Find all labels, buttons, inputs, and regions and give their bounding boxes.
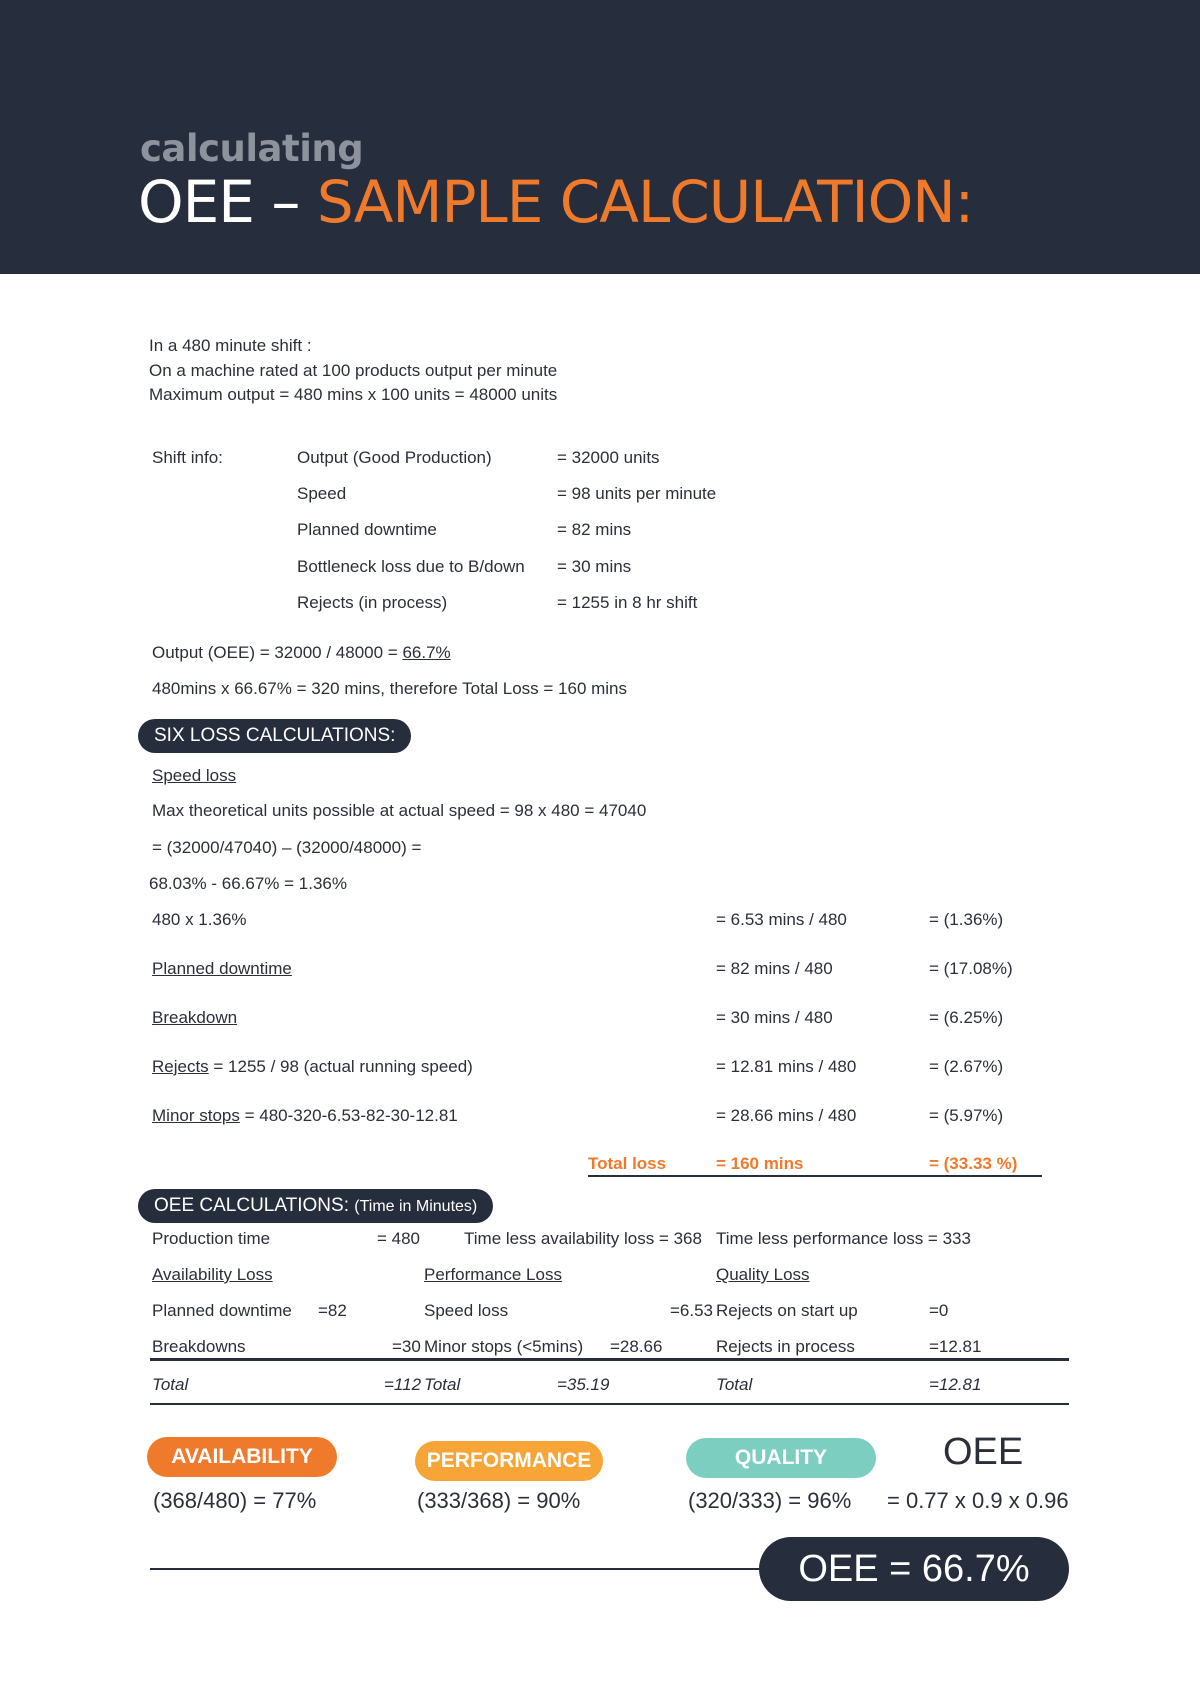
availability-row-value: =30 [392, 1337, 421, 1356]
loss-row-mins: = 12.81 mins / 480 [716, 1057, 857, 1076]
performance-value: (333/368) = 90% [417, 1488, 581, 1513]
quality-row-value: =12.81 [929, 1337, 982, 1356]
shift-row-name: Bottleneck loss due to B/down [297, 557, 525, 576]
output-oee-result: 66.7% [402, 643, 451, 662]
shift-row-value: = 82 mins [557, 520, 632, 539]
performance-badge: PERFORMANCE [415, 1441, 603, 1481]
intro-line-2: On a machine rated at 100 products output per minute [149, 361, 558, 380]
shift-row-name: Speed [297, 484, 347, 503]
loss-row-label-underlined: Breakdown [152, 1008, 238, 1027]
availability-loss-title: Availability Loss [152, 1265, 273, 1284]
time-less-performance: Time less performance loss = 333 [716, 1229, 971, 1248]
loss-row-label-rest: = 1255 / 98 (actual running speed) [208, 1057, 473, 1076]
shift-row-name: Rejects (in process) [297, 593, 448, 612]
shift-row-value: = 1255 in 8 hr shift [557, 593, 698, 612]
total-loss-rule [588, 1175, 1042, 1177]
page-title [138, 168, 973, 236]
loss-row-label [152, 1008, 237, 1028]
oee-formula: = 0.77 x 0.9 x 0.96 [887, 1488, 1069, 1513]
loss-row-pct: = (17.08%) [929, 959, 1013, 978]
quality-row-name: Rejects on start up [716, 1301, 858, 1320]
oee-final-result: OEE = 66.7% [759, 1537, 1069, 1601]
availability-value: (368/480) = 77% [153, 1488, 317, 1513]
loss-row-pct: = (2.67%) [929, 1057, 1004, 1076]
oee-calc-heading-text: OEE CALCULATIONS: [154, 1195, 349, 1216]
performance-total-value: =35.19 [557, 1375, 610, 1394]
totals-rule-bottom [150, 1403, 1069, 1405]
loss-row-label-underlined: Minor stops [152, 1106, 240, 1125]
intro-line-1: In a 480 minute shift : [149, 336, 312, 355]
total-loss-pct: = (33.33 %) [929, 1154, 1018, 1173]
header-banner [0, 0, 1200, 274]
shift-row-value: = 32000 units [557, 448, 660, 467]
performance-total-label: Total [424, 1375, 461, 1394]
quality-total-value: =12.81 [929, 1375, 982, 1394]
title-oee: OEE – [138, 168, 317, 236]
loss-row-label-rest: = 480-320-6.53-82-30-12.81 [239, 1106, 458, 1125]
quality-row-name: Rejects in process [716, 1337, 855, 1356]
availability-badge: AVAILABILITY [147, 1437, 337, 1477]
oee-result-label: OEE [943, 1431, 1024, 1473]
quality-loss-title: Quality Loss [716, 1265, 810, 1284]
shift-row-name: Output (Good Production) [297, 448, 492, 467]
time-less-availability: Time less availability loss = 368 [464, 1229, 702, 1248]
header-kicker: calculating [140, 127, 364, 170]
performance-row-name: Speed loss [424, 1301, 509, 1320]
output-oee-line [152, 643, 451, 663]
final-rule [150, 1568, 770, 1570]
performance-row-name: Minor stops (<5mins) [424, 1337, 584, 1356]
loss-row-mins: = 6.53 mins / 480 [716, 910, 847, 929]
performance-row-value: =28.66 [610, 1337, 663, 1356]
total-loss-label: Total loss [588, 1154, 667, 1173]
loss-row-label [152, 1057, 473, 1077]
loss-row-mins: = 82 mins / 480 [716, 959, 833, 978]
oee-calc-heading-note: (Time in Minutes) [354, 1198, 478, 1215]
shift-info-label: Shift info: [152, 448, 223, 467]
quality-badge: QUALITY [686, 1438, 876, 1478]
quality-value: (320/333) = 96% [688, 1488, 852, 1513]
loss-row-mins: = 30 mins / 480 [716, 1008, 833, 1027]
intro-line-3: Maximum output = 480 mins x 100 units = 48000 units [149, 385, 558, 404]
total-loss-mins: = 160 mins [716, 1154, 804, 1173]
loss-row-label-underlined: Planned downtime [152, 959, 292, 978]
speed-loss-line: Max theoretical units possible at actual speed = 98 x 480 = 47040 [152, 801, 647, 820]
availability-total-label: Total [152, 1375, 189, 1394]
quality-total-label: Total [716, 1375, 753, 1394]
loss-row-label [152, 1106, 458, 1126]
loss-row-label [152, 959, 292, 979]
oee-calc-heading [138, 1189, 493, 1223]
loss-row-label: 480 x 1.36% [152, 910, 247, 929]
quality-row-value: =0 [929, 1301, 949, 1320]
availability-total-value: =112 [384, 1375, 422, 1394]
shift-row-name: Planned downtime [297, 520, 437, 539]
loss-row-pct: = (6.25%) [929, 1008, 1004, 1027]
totals-rule-top [150, 1358, 1069, 1361]
availability-row-value: =82 [318, 1301, 347, 1320]
performance-loss-title: Performance Loss [424, 1265, 562, 1284]
production-time-label: Production time [152, 1229, 271, 1248]
six-loss-heading: SIX LOSS CALCULATIONS: [138, 719, 411, 753]
shift-row-value: = 30 mins [557, 557, 632, 576]
loss-row-pct: = (1.36%) [929, 910, 1004, 929]
loss-row-mins: = 28.66 mins / 480 [716, 1106, 857, 1125]
output-oee-prefix: Output (OEE) = 32000 / 48000 = [152, 643, 403, 662]
shift-row-value: = 98 units per minute [557, 484, 717, 503]
title-sample-calculation: SAMPLE CALCULATION: [316, 168, 974, 236]
production-time-value: = 480 [377, 1229, 421, 1248]
loss-row-label-underlined: Rejects [152, 1057, 209, 1076]
availability-row-name: Breakdowns [152, 1337, 246, 1356]
loss-row-pct: = (5.97%) [929, 1106, 1004, 1125]
speed-loss-line: = (32000/47040) – (32000/48000) = [152, 838, 422, 857]
performance-row-value: =6.53 [670, 1301, 714, 1320]
speed-loss-title: Speed loss [152, 766, 237, 785]
availability-row-name: Planned downtime [152, 1301, 292, 1320]
speed-loss-line: 68.03% - 66.67% = 1.36% [149, 874, 347, 893]
total-loss-line: 480mins x 66.67% = 320 mins, therefore Total Loss = 160 mins [152, 679, 628, 698]
